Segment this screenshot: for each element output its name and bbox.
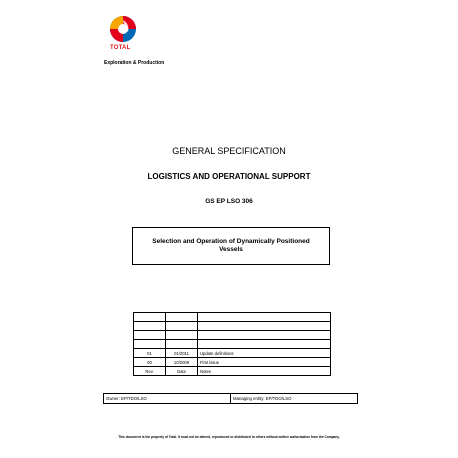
- notes-cell: [198, 331, 331, 340]
- notes-cell: First issue: [198, 358, 331, 367]
- managing-entity-cell: Managing entity: EP/TDO/LSO: [230, 394, 357, 403]
- notes-header: Notes: [198, 367, 331, 376]
- rev-cell: [134, 313, 166, 322]
- revision-table: [133, 312, 331, 376]
- rev-cell: [134, 322, 166, 331]
- date-cell: 10/2009: [166, 358, 198, 367]
- date-cell: [166, 322, 198, 331]
- notes-cell: Update definitions: [198, 349, 331, 358]
- rev-header: Rev.: [134, 367, 166, 376]
- notes-cell: [198, 340, 331, 349]
- date-cell: 01/2011: [166, 349, 198, 358]
- notes-cell: [198, 322, 331, 331]
- notes-cell: [198, 313, 331, 322]
- owner-cell: Owner: EP/TDO/LSO: [106, 396, 147, 401]
- table-row: [134, 340, 331, 349]
- confidentiality-footer: This document is the property of Total. It must not be altered, reproduced or distributed to others without written authorisation from the Company.: [118, 435, 340, 439]
- total-logo-icon: [108, 14, 138, 44]
- date-cell: [166, 313, 198, 322]
- table-header-row: [134, 367, 331, 376]
- ownership-box: [103, 393, 358, 404]
- document-type-title: GENERAL SPECIFICATION: [172, 146, 286, 156]
- rev-cell: 01: [134, 349, 166, 358]
- brand-name: TOTAL: [110, 45, 131, 51]
- table-row: [134, 358, 331, 367]
- document-category-title: LOGISTICS AND OPERATIONAL SUPPORT: [147, 172, 311, 181]
- date-cell: [166, 340, 198, 349]
- document-code: GS EP LSO 306: [205, 198, 253, 205]
- table-row: [134, 331, 331, 340]
- division-name: Exploration & Production: [104, 60, 165, 66]
- date-header: Date: [166, 367, 198, 376]
- table-row: [134, 349, 331, 358]
- rev-cell: [134, 331, 166, 340]
- subject-title: Selection and Operation of Dynamically Positioned Vessels: [152, 237, 310, 253]
- date-cell: [166, 331, 198, 340]
- subject-box: [132, 227, 330, 265]
- rev-cell: [134, 340, 166, 349]
- table-row: [134, 313, 331, 322]
- rev-cell: 00: [134, 358, 166, 367]
- table-row: [134, 322, 331, 331]
